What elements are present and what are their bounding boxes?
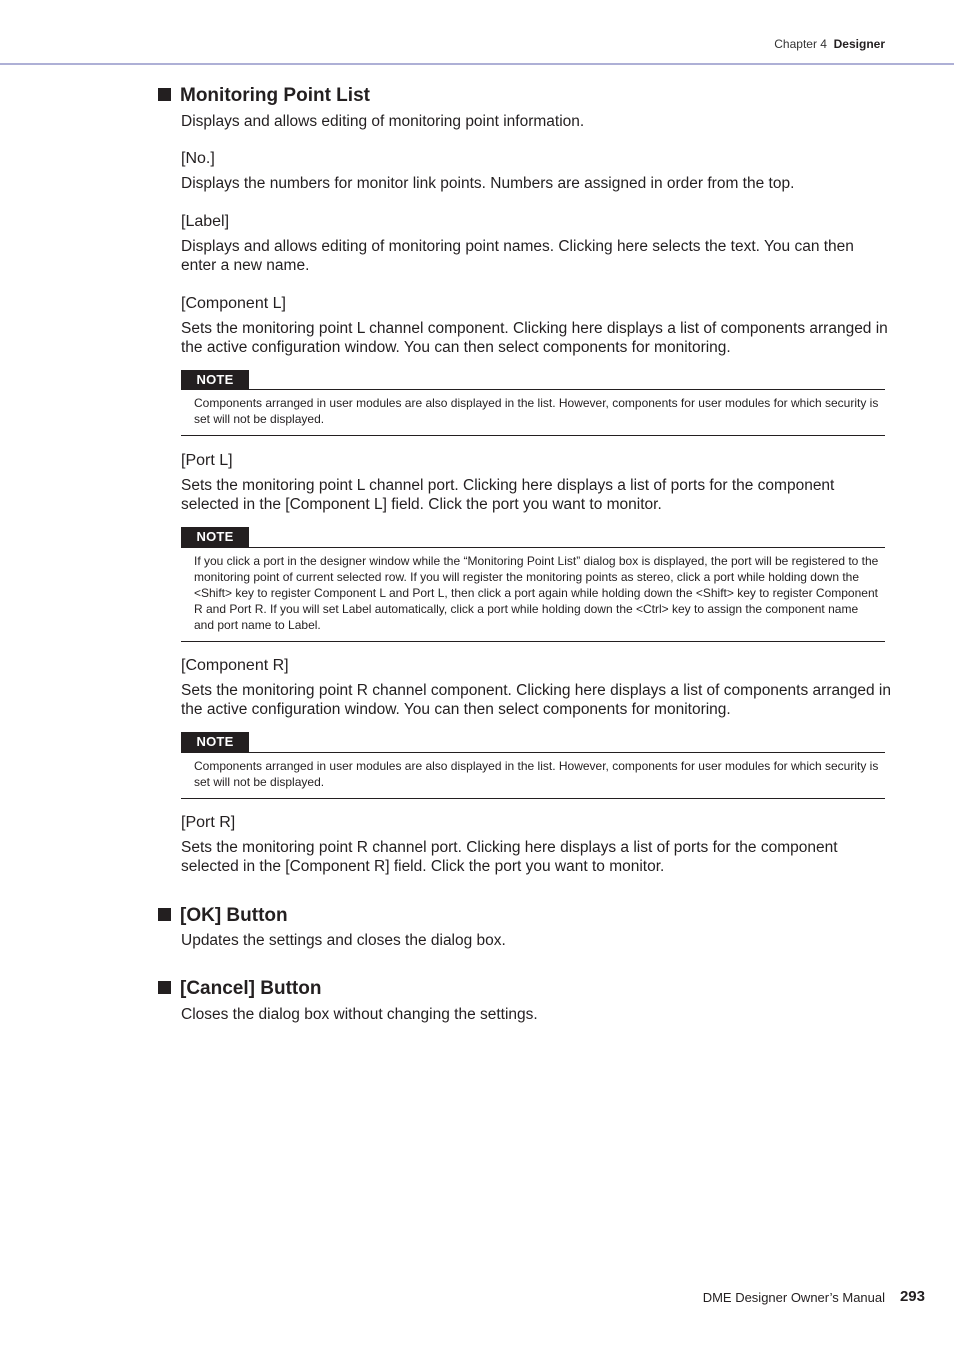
field-label-no: [No.]	[181, 150, 215, 167]
chapter-label: Chapter 4	[774, 37, 827, 51]
note-badge: NOTE	[181, 732, 249, 752]
running-header	[500, 37, 885, 51]
note-text: If you click a port in the designer window while the “Monitoring Point List” dialog box is displayed, the port will be registered to the monitoring point of current selected row. If you will register the monitoring points as stereo, click a port while holding down the <Shift> key to register Component L and Port L, then click a port again while holding down the <Shift> key to register Component R and Port R. If you will set Label automatically, click a port while holding down the <Ctrl> key to assign the component name and port name to Label.	[194, 554, 879, 632]
field-desc-port-l: Sets the monitoring point L channel port. Clicking here displays a list of ports for the component selected in the [Component L] field. Click the port you want to monitor.	[181, 477, 835, 513]
field-desc-label: Displays and allows editing of monitoring point names. Clicking here selects the text. You can then enter a new name.	[181, 238, 854, 274]
field-desc-port-r: Sets the monitoring point R channel port. Clicking here displays a list of ports for the component selected in the [Component R] field. Click the port you want to monitor.	[181, 839, 838, 875]
square-bullet-icon	[158, 981, 171, 994]
note-text: Components arranged in user modules are also displayed in the list. However, components for user modules for which security is set will not be displayed.	[194, 396, 879, 426]
heading-text: [OK] Button	[180, 905, 288, 926]
field-label-label: [Label]	[181, 213, 230, 230]
field-desc-component-l: Sets the monitoring point L channel component. Clicking here displays a list of components arranged in the active configuration window. You can then select components for monitoring.	[181, 320, 888, 356]
note-badge: NOTE	[181, 370, 249, 390]
square-bullet-icon	[158, 88, 171, 101]
chapter-section: Designer	[833, 37, 885, 51]
heading-ok-button	[158, 905, 288, 927]
field-label-component-l: [Component L]	[181, 295, 286, 312]
heading-text: [Cancel] Button	[180, 978, 322, 999]
page-number: 293	[899, 1288, 925, 1305]
footer-manual-title: DME Designer Owner’s Manual	[702, 1290, 885, 1305]
field-label-component-r: [Component R]	[181, 657, 289, 674]
note-text: Components arranged in user modules are also displayed in the list. However, components for user modules for which security is set will not be displayed.	[194, 759, 879, 789]
note-bottom-rule	[181, 798, 885, 799]
heading-cancel-button	[158, 978, 321, 1000]
note-badge: NOTE	[181, 527, 249, 547]
field-desc-no: Displays the numbers for monitor link points. Numbers are assigned in order from the top.	[181, 175, 795, 192]
ok-button-description: Updates the settings and closes the dialog box.	[181, 932, 506, 949]
cancel-button-description: Closes the dialog box without changing the settings.	[181, 1006, 538, 1023]
note-top-rule	[181, 752, 885, 753]
note-bottom-rule	[181, 435, 885, 436]
note-top-rule	[181, 389, 885, 390]
note-top-rule	[181, 547, 885, 548]
square-bullet-icon	[158, 908, 171, 921]
field-label-port-r: [Port R]	[181, 814, 236, 831]
section-description: Displays and allows editing of monitoring point information.	[181, 113, 585, 130]
header-divider	[0, 63, 954, 65]
heading-monitoring-point-list	[158, 85, 370, 107]
note-bottom-rule	[181, 641, 885, 642]
heading-text: Monitoring Point List	[180, 85, 370, 106]
field-desc-component-r: Sets the monitoring point R channel component. Clicking here displays a list of components arranged in the active configuration window. You can then select components for monitoring.	[181, 682, 891, 718]
field-label-port-l: [Port L]	[181, 452, 233, 469]
